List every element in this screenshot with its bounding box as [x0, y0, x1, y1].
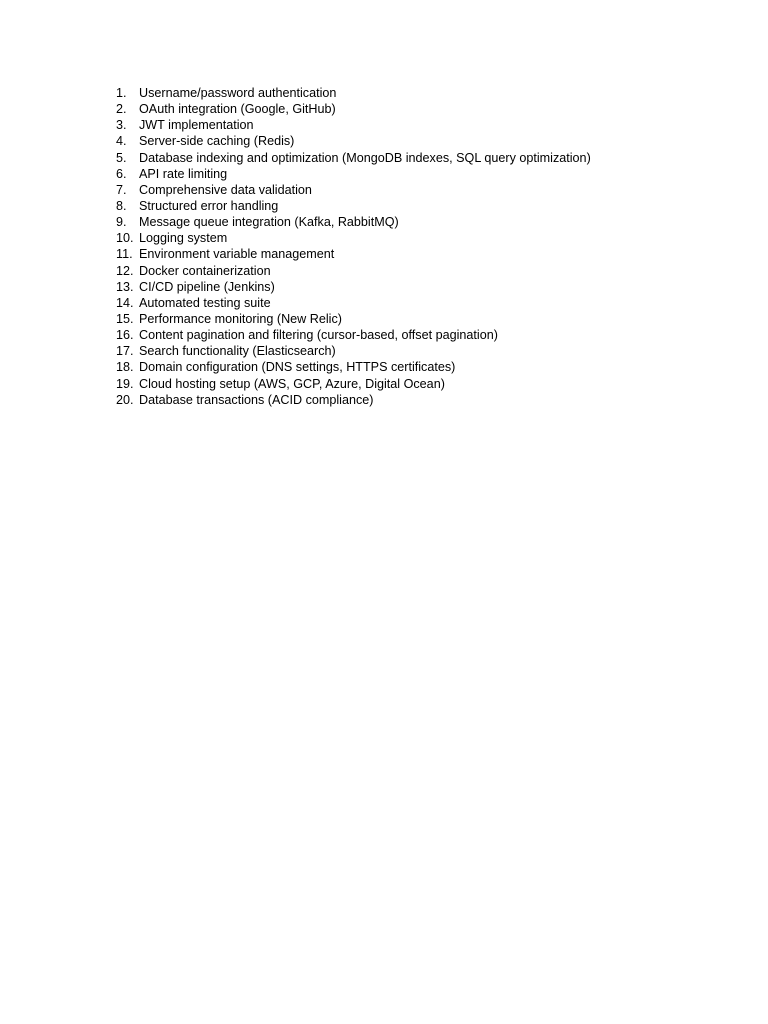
item-text: Docker containerization: [139, 263, 271, 278]
list-item: [116, 85, 591, 101]
item-text: JWT implementation: [139, 118, 254, 133]
item-number: 19.: [116, 376, 134, 391]
list-item: [116, 214, 591, 230]
item-text: CI/CD pipeline (Jenkins): [139, 279, 275, 294]
item-number: 1.: [116, 86, 127, 100]
item-number: 12.: [116, 263, 134, 278]
item-number: 15.: [116, 311, 134, 326]
item-number: 16.: [116, 328, 134, 343]
item-number: 20.: [116, 392, 134, 407]
item-number: 14.: [116, 295, 134, 310]
item-number: 18.: [116, 360, 134, 375]
item-number: 2.: [116, 102, 127, 117]
list-item: [116, 117, 591, 133]
item-text: Message queue integration (Kafka, RabbitMQ): [139, 215, 399, 230]
list-item: [116, 327, 591, 343]
item-number: 8.: [116, 198, 127, 213]
item-number: 11.: [116, 247, 133, 262]
list-item: [116, 263, 591, 279]
list-item: [116, 166, 591, 182]
item-text: Comprehensive data validation: [139, 182, 312, 197]
list-item: [116, 182, 591, 198]
list-item: [116, 150, 591, 166]
item-text: OAuth integration (Google, GitHub): [139, 102, 336, 117]
item-text: Content pagination and filtering (cursor-based, offset pagination): [139, 328, 498, 343]
list-item: [116, 279, 591, 295]
item-text: Automated testing suite: [139, 295, 271, 310]
list-item: [116, 246, 591, 262]
item-text: Performance monitoring (New Relic): [139, 311, 342, 326]
item-number: 6.: [116, 166, 127, 181]
item-text: Domain configuration (DNS settings, HTTPS certificates): [139, 360, 456, 375]
item-number: 5.: [116, 150, 127, 165]
list-item: [116, 133, 591, 149]
item-number: 17.: [116, 344, 134, 359]
item-text: Environment variable management: [139, 247, 335, 262]
item-number: 10.: [116, 231, 134, 246]
item-text: Server-side caching (Redis): [139, 134, 295, 149]
feature-list: [116, 85, 591, 408]
item-text: Search functionality (Elasticsearch): [139, 344, 336, 359]
item-text: API rate limiting: [139, 166, 228, 181]
item-text: Structured error handling: [139, 198, 279, 213]
list-item: [116, 198, 591, 214]
item-number: 4.: [116, 134, 127, 149]
item-number: 9.: [116, 215, 127, 230]
list-item: [116, 343, 591, 359]
list-item: [116, 311, 591, 327]
item-number: 3.: [116, 118, 127, 133]
item-text: Cloud hosting setup (AWS, GCP, Azure, Digital Ocean): [139, 376, 445, 391]
list-item: [116, 295, 591, 311]
list-item: [116, 392, 591, 408]
item-number: 13.: [116, 279, 134, 294]
item-text: Database transactions (ACID compliance): [139, 392, 374, 407]
list-item: [116, 101, 591, 117]
item-number: 7.: [116, 182, 127, 197]
item-text: Username/password authentication: [139, 86, 337, 100]
list-item: [116, 359, 591, 375]
item-text: Database indexing and optimization (MongoDB indexes, SQL query optimization): [139, 150, 591, 165]
item-text: Logging system: [139, 231, 228, 246]
list-item: [116, 376, 591, 392]
list-item: [116, 230, 591, 246]
